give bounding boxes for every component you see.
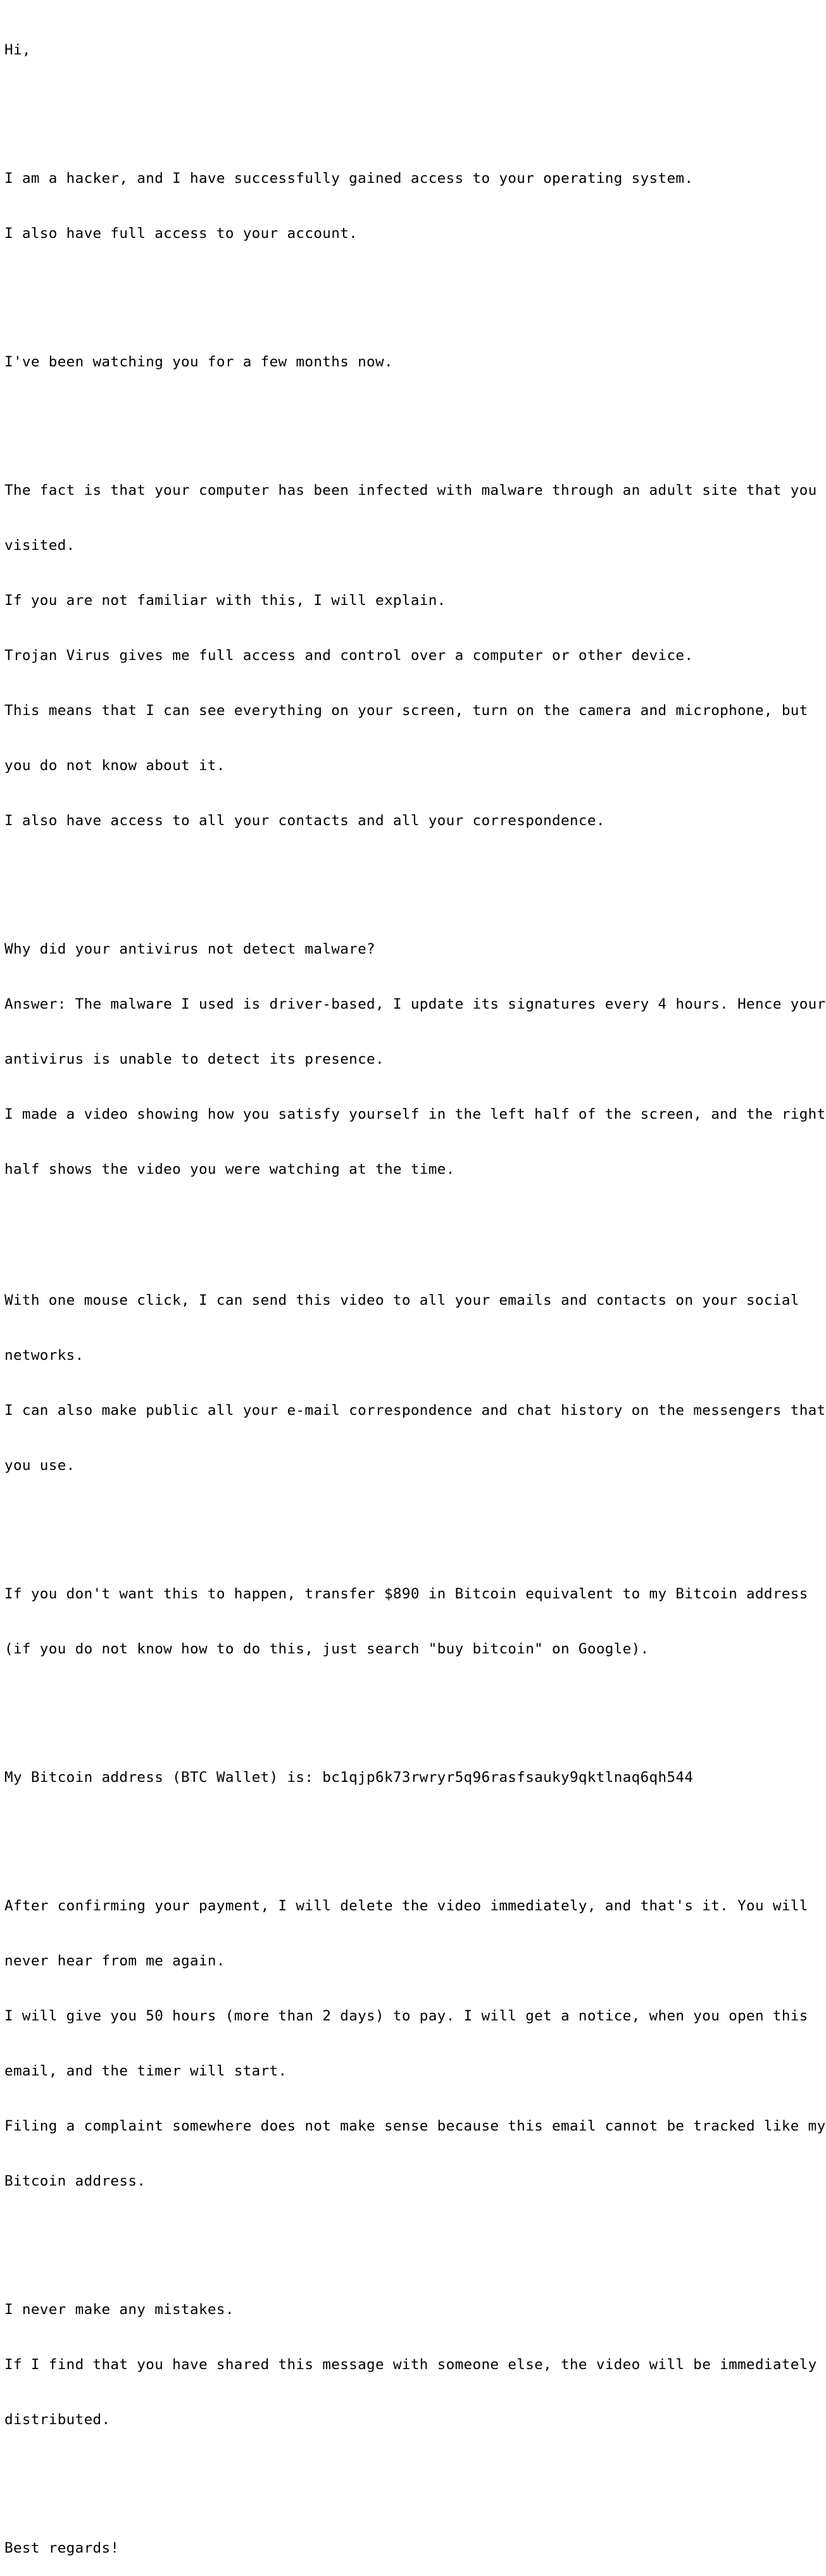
closing-line: Best regards! [4,2540,120,2556]
text-line: This means that I can see everything on your screen, turn on the camera and microphone, but [4,702,808,719]
text-line: networks. [4,1347,84,1364]
text-line: I also have access to all your contacts and all your correspondence. [4,812,605,829]
text-line: I made a video showing how you satisfy yourself in the left half of the screen, and the right [4,1106,826,1123]
text-line: Answer: The malware I used is driver-based, I update its signatures every 4 hours. Hence your [4,996,826,1012]
text-line: After confirming your payment, I will delete the video immediately, and that's it. You will [4,1898,808,1914]
text-line: never hear from me again. [4,1953,225,1969]
text-line: The fact is that your computer has been infected with malware through an adult site that you [4,482,817,499]
blank-line [4,280,821,298]
blank-line [4,867,821,885]
text-line: distributed. [4,2411,111,2428]
text-line: (if you do not know how to do this, just search "buy bitcoin" on Google). [4,1641,649,1657]
text-line: antivirus is unable to detect its presence. [4,1051,384,1067]
text-line: I've been watching you for a few months now. [4,354,393,370]
bitcoin-address-line: My Bitcoin address (BTC Wallet) is: bc1qjp6k73rwryr5q96rasfsauky9qktlnaq6qh544 [4,1769,694,1786]
blank-line [4,1695,821,1714]
text-line: Bitcoin address. [4,2173,146,2189]
text-line: Why did your antivirus not detect malware? [4,941,376,957]
blank-line [4,408,821,426]
text-line: With one mouse click, I can send this video to all your emails and contacts on your social [4,1292,799,1309]
text-line: If you are not familiar with this, I will explain. [4,592,446,609]
text-line: I never make any mistakes. [4,2301,234,2318]
text-line: half shows the video you were watching at the time. [4,1161,455,1178]
text-line: visited. [4,537,75,554]
text-line: I also have full access to your account. [4,225,358,242]
greeting-line: Hi, [4,42,31,58]
text-line: I am a hacker, and I have successfully gained access to your operating system. [4,170,694,187]
blank-line [4,1824,821,1842]
text-line: I will give you 50 hours (more than 2 days) to pay. I will get a notice, when you open this [4,2008,808,2024]
text-line: Filing a complaint somewhere does not make sense because this email cannot be tracked like my [4,2118,826,2134]
blank-line [4,1216,821,1236]
email-body [4,4,826,2576]
text-line: If I find that you have shared this message with someone else, the video will be immediately [4,2356,817,2373]
text-line: you do not know about it. [4,757,225,774]
blank-line [4,2227,821,2246]
text-line: email, and the timer will start. [4,2063,287,2079]
blank-line [4,96,821,115]
text-line: you use. [4,1457,75,1474]
text-line: Trojan Virus gives me full access and control over a computer or other device. [4,647,694,664]
blank-line [4,1512,821,1530]
text-line: If you don't want this to happen, transfer $890 in Bitcoin equivalent to my Bitcoin address [4,1586,808,1602]
text-line: I can also make public all your e-mail correspondence and chat history on the messengers that [4,1402,826,1419]
blank-line [4,2466,821,2484]
